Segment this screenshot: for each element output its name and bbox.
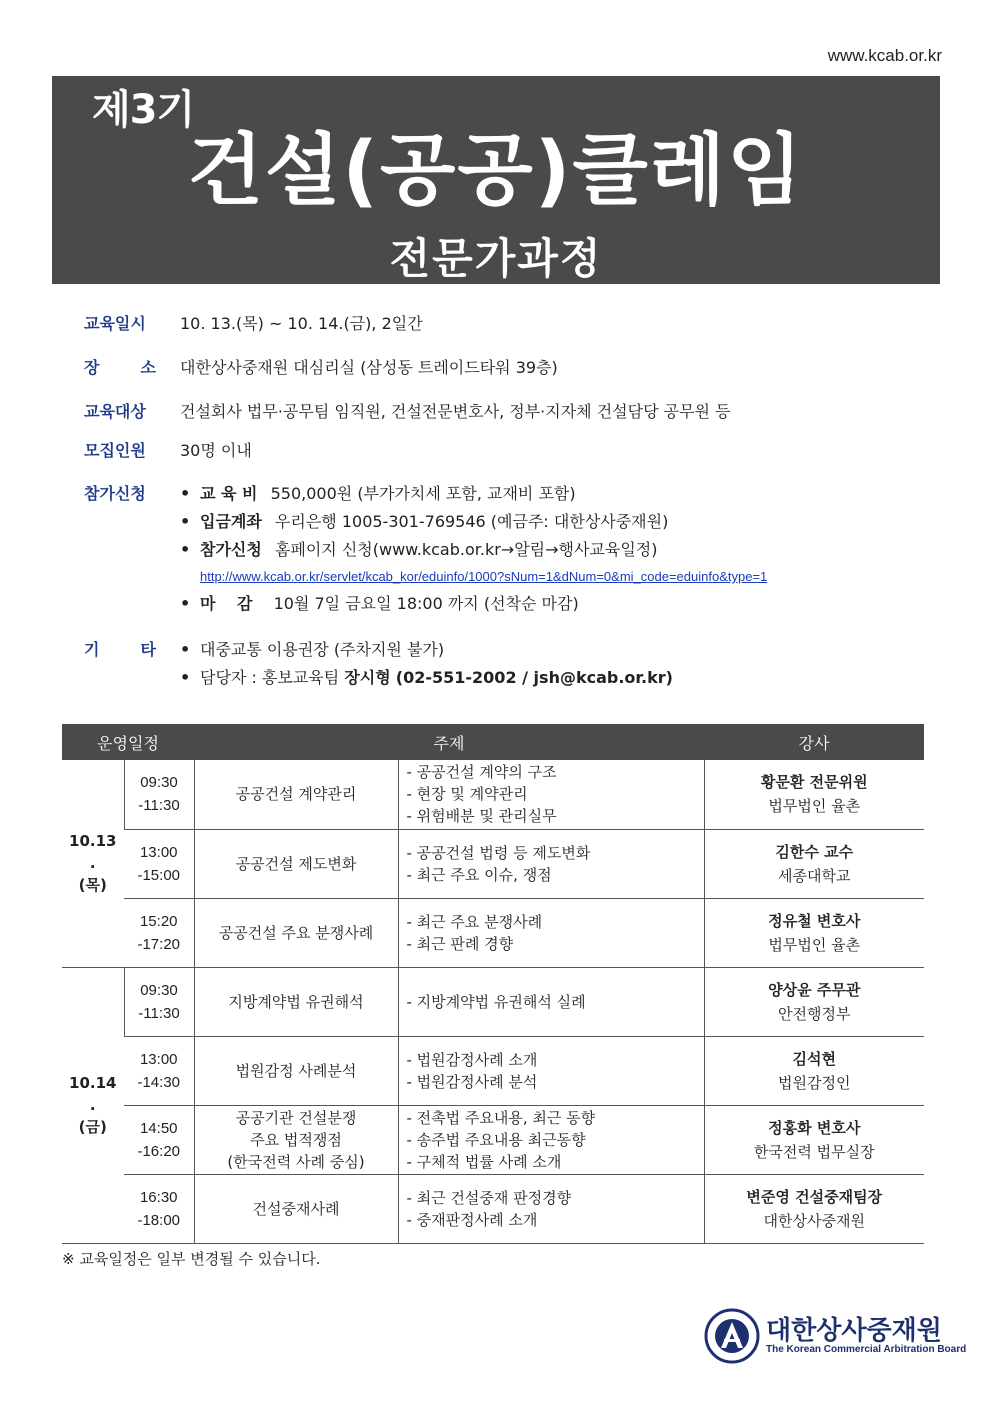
day-cell (62, 760, 124, 967)
topic-line: 공공기관 건설분쟁 (235, 1108, 357, 1127)
content-line: - 위험배분 및 관리실무 (406, 807, 557, 826)
item-value: 10월 7일 금요일 18:00 까지 (선착순 마감) (273, 594, 579, 613)
table-row (62, 1036, 924, 1105)
topic-cell (194, 898, 398, 967)
content-line: - 법원감정사례 분석 (406, 1072, 538, 1091)
topic-cell (194, 760, 398, 829)
content-line: - 구체적 법률 사례 소개 (406, 1152, 562, 1171)
lecturer-name: 양상윤 주무관 (768, 980, 861, 999)
lecturer-name: 정유철 변호사 (768, 911, 861, 930)
site-url[interactable]: www.kcab.or.kr (827, 46, 942, 65)
content-cell (398, 898, 704, 967)
topic-cell (194, 967, 398, 1036)
table-row (62, 760, 924, 829)
table-row (62, 829, 924, 898)
time-start: 09:30 (140, 774, 178, 792)
time-start: 13:00 (139, 1050, 178, 1068)
info-value: 10. 13.(목) ~ 10. 14.(금), 2일간 (180, 314, 423, 333)
info-label: 교육대상 (84, 402, 146, 421)
item-key: 참가신청 (200, 540, 262, 559)
topic-cell (194, 1105, 398, 1174)
column-header: 주제 (194, 724, 704, 760)
table-row (62, 898, 924, 967)
lecturer-name: 정홍화 변호사 (768, 1118, 861, 1137)
item-key: 입금계좌 (200, 512, 262, 531)
content-line: - 최근 주요 이슈, 쟁점 (406, 865, 552, 884)
topic-line: 주요 법적쟁점 (250, 1130, 342, 1149)
lecturer-cell (704, 829, 924, 898)
item-value: 담당자 : 홍보교육팀 (200, 668, 340, 687)
lecturer-name: 김석현 (792, 1049, 836, 1068)
content-line: - 최근 주요 분쟁사례 (406, 912, 543, 931)
schedule-table (62, 724, 924, 1244)
content-line: - 최근 건설중재 판정경향 (406, 1188, 572, 1207)
info-label: 참가신청 (84, 484, 146, 503)
time-start: 13:00 (139, 843, 178, 861)
lecturer-name: 황문환 전문위원 (760, 773, 868, 792)
time-cell (124, 1036, 194, 1105)
etc-list (180, 636, 673, 692)
topic-cell (194, 829, 398, 898)
lecturer-cell (704, 967, 924, 1036)
time-cell (124, 1105, 194, 1174)
content-line: - 중재판정사례 소개 (406, 1210, 538, 1229)
content-line: - 법원감정사례 소개 (406, 1050, 538, 1069)
table-row (62, 1105, 924, 1174)
schedule-note: ※ 교육일정은 일부 변경될 수 있습니다. (62, 1250, 321, 1268)
content-cell (398, 967, 704, 1036)
content-line: - 공공건설 계약의 구조 (406, 763, 557, 782)
lecturer-name: 김한수 교수 (775, 842, 854, 861)
content-line: - 전촉법 주요내용, 최근 동향 (406, 1108, 596, 1127)
time-end: -11:30 (138, 797, 180, 815)
item-value: 550,000원 (부가가치세 포함, 교재비 포함) (270, 484, 576, 503)
content-line: - 송주법 주요내용 최근동향 (406, 1130, 586, 1149)
topic-line: 공공건설 제도변화 (235, 854, 357, 873)
info-label: 장 소 (84, 358, 156, 377)
info-label: 모집인원 (84, 441, 146, 460)
apply-list (180, 480, 767, 618)
lecturer-name: 변준영 건설중재팀장 (746, 1187, 883, 1206)
time-start: 14:50 (139, 1119, 178, 1137)
edition-label: 제3기 (92, 87, 195, 133)
content-line: - 공공건설 법령 등 제도변화 (406, 843, 591, 862)
lecturer-org: 대한상사중재원 (763, 1211, 865, 1230)
course-subtitle: 전문가과정 (389, 234, 603, 283)
time-start: 16:30 (139, 1188, 178, 1206)
kcab-emblem-icon (704, 1308, 760, 1364)
lecturer-cell (704, 1174, 924, 1243)
registration-link[interactable]: http://www.kcab.or.kr/servlet/kcab_kor/eduinfo/1000?sNum=1&dNum=0&mi_code=eduinfo&type=1 (200, 569, 768, 584)
lecturer-cell (704, 760, 924, 829)
time-start: 15:20 (139, 912, 178, 930)
table-header-row (62, 724, 924, 760)
topic-line: 지방계약법 유권해석 (228, 992, 364, 1011)
lecturer-cell (704, 1036, 924, 1105)
time-cell (124, 760, 194, 829)
table-row (62, 1174, 924, 1243)
item-key: 교 육 비 (200, 484, 258, 503)
lecturer-org: 한국전력 법무실장 (753, 1142, 875, 1161)
topic-line: 법원감정 사례분석 (235, 1061, 357, 1080)
day-weekday: (금) (78, 1118, 107, 1136)
list-item: • 담당자 : 홍보교육팀 장시형 (02-551-2002 / jsh@kcab.or.kr) (180, 668, 673, 687)
list-item: • 교 육 비 550,000원 (부가가치세 포함, 교재비 포함) (180, 480, 767, 508)
content-cell (398, 760, 704, 829)
column-header: 운영일정 (62, 724, 194, 760)
topic-line: 건설중재사례 (252, 1199, 340, 1218)
lecturer-org: 법무법인 율촌 (768, 935, 861, 954)
topic-line: (한국전력 사례 중심) (227, 1152, 365, 1171)
day-date: 10.14 (69, 1074, 117, 1092)
lecturer-cell (704, 1105, 924, 1174)
kcab-logo (704, 1308, 967, 1364)
content-cell (398, 829, 704, 898)
content-line: - 지방계약법 유권해석 실례 (406, 992, 586, 1011)
list-item: • 마 감 10월 7일 금요일 18:00 까지 (선착순 마감) (180, 590, 767, 618)
course-title: 건설(공공)클레임 (187, 126, 805, 216)
lecturer-cell (704, 898, 924, 967)
item-value: 홈페이지 신청(www.kcab.or.kr→알림→행사교육일정) (274, 540, 658, 559)
day-date: 10.13 (69, 832, 117, 851)
lecturer-org: 세종대학교 (778, 866, 851, 885)
day-dot: . (89, 1096, 96, 1114)
info-value: 대한상사중재원 대심리실 (삼성동 트레이드타워 39층) (180, 358, 558, 377)
time-cell (124, 967, 194, 1036)
day-dot: . (89, 854, 96, 873)
topic-cell (194, 1036, 398, 1105)
org-name-ko: 대한상사중재원 (766, 1316, 942, 1346)
item-key: 마 감 (200, 594, 261, 613)
list-item: • 참가신청 홈페이지 신청(www.kcab.or.kr→알림→행사교육일정) (180, 536, 767, 564)
title-banner (52, 76, 940, 284)
topic-line: 공공건설 주요 분쟁사례 (218, 923, 374, 942)
contact-detail[interactable]: (02-551-2002 / jsh@kcab.or.kr) (395, 668, 673, 687)
time-start: 09:30 (140, 981, 178, 999)
list-item: • 입금계좌 우리은행 1005-301-769546 (예금주: 대한상사중재원) (180, 508, 767, 536)
time-end: -11:30 (138, 1004, 180, 1022)
day-cell (62, 967, 124, 1243)
lecturer-org: 법무법인 율촌 (768, 797, 861, 816)
org-name-en: The Korean Commercial Arbitration Board (766, 1344, 967, 1355)
info-label: 기 타 (84, 640, 156, 659)
topic-line: 공공건설 계약관리 (235, 785, 357, 804)
column-header: 강사 (704, 724, 924, 760)
content-cell (398, 1036, 704, 1105)
item-value: 대중교통 이용권장 (주차지원 불가) (200, 640, 445, 659)
list-item: • 대중교통 이용권장 (주차지원 불가) (180, 640, 445, 659)
info-label: 교육일시 (84, 314, 146, 333)
time-end: -15:00 (137, 866, 181, 884)
time-cell (124, 1174, 194, 1243)
lecturer-org: 안전행정부 (778, 1004, 851, 1023)
content-cell (398, 1105, 704, 1174)
time-cell (124, 829, 194, 898)
item-value: 우리은행 1005-301-769546 (예금주: 대한상사중재원) (274, 512, 669, 531)
time-end: -18:00 (137, 1211, 181, 1229)
content-line: - 현장 및 계약관리 (406, 785, 528, 804)
time-end: -14:30 (137, 1073, 181, 1091)
info-value: 건설회사 법무·공무팀 임직원, 건설전문변호사, 정부·지자체 건설담당 공무원 등 (180, 402, 731, 421)
content-line: - 최근 판례 경향 (406, 934, 514, 953)
topic-cell (194, 1174, 398, 1243)
time-end: -16:20 (137, 1142, 181, 1160)
time-cell (124, 898, 194, 967)
lecturer-org: 법원감정인 (778, 1073, 851, 1092)
day-weekday: (목) (78, 876, 107, 895)
table-row (62, 967, 924, 1036)
content-cell (398, 1174, 704, 1243)
time-end: -17:20 (137, 935, 181, 953)
contact-name: 장시형 (344, 668, 391, 687)
info-value: 30명 이내 (180, 441, 252, 460)
